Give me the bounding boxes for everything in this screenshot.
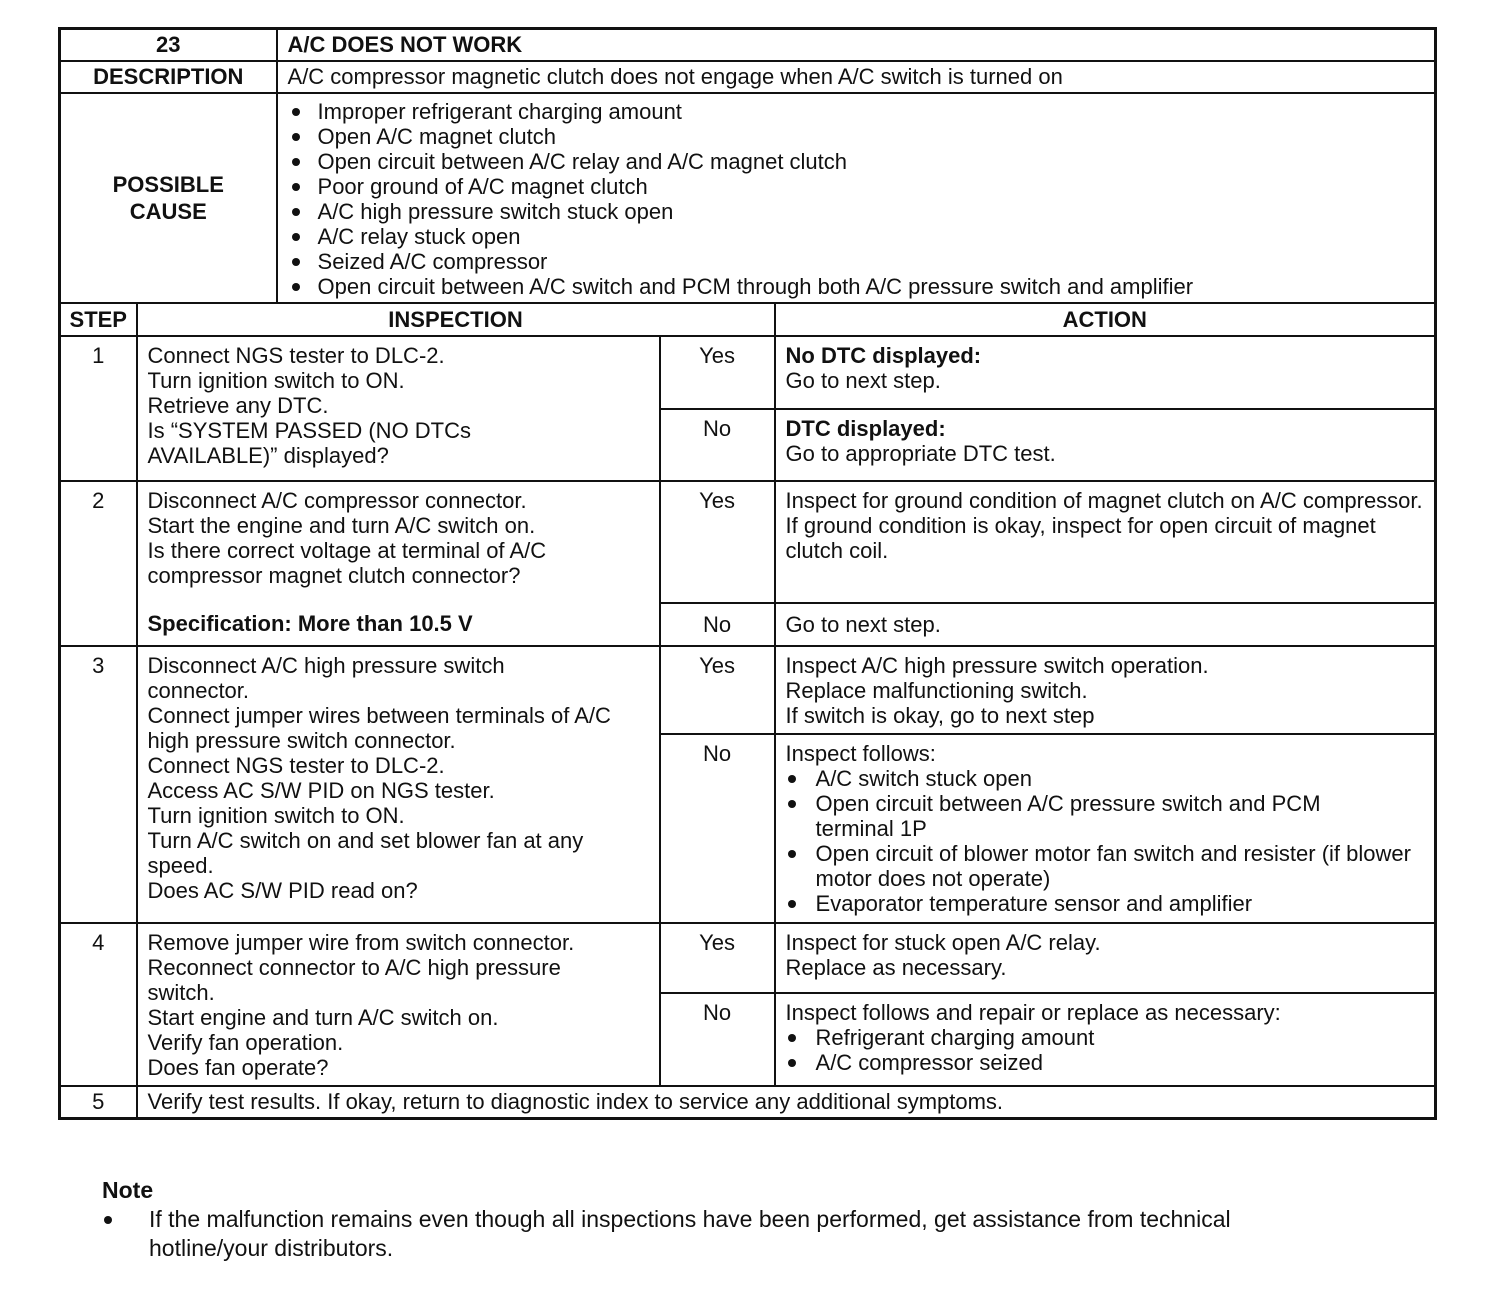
action-column-header: ACTION bbox=[775, 303, 1436, 336]
inspection-line: Connect jumper wires between terminals of A/C high pressure switch connector. bbox=[147, 703, 611, 753]
step-3-inspection bbox=[137, 646, 660, 923]
action-line: Inspect for ground condition of magnet clutch on A/C compressor. bbox=[785, 488, 1423, 513]
inspection-line: Remove jumper wire from switch connector. bbox=[147, 930, 575, 955]
list-item: Open circuit between A/C pressure switch and PCM terminal 1P bbox=[786, 791, 1396, 841]
action-heading: DTC displayed: bbox=[785, 416, 946, 441]
inspection-line: Start the engine and turn A/C switch on. bbox=[147, 513, 536, 538]
step-4-no-action bbox=[775, 993, 1436, 1086]
list-item: Refrigerant charging amount bbox=[786, 1025, 1425, 1050]
step-number: 2 bbox=[60, 481, 137, 646]
yes-label: Yes bbox=[660, 336, 775, 409]
step-2-no-action: Go to next step. bbox=[775, 603, 1436, 646]
inspection-line: Turn ignition switch to ON. bbox=[147, 368, 405, 393]
action-list bbox=[786, 766, 1425, 916]
description-row bbox=[60, 61, 1436, 93]
step-5-text: Verify test results. If okay, return to diagnostic index to service any additional symptoms. bbox=[137, 1086, 1436, 1119]
possible-cause-list-cell bbox=[277, 93, 1436, 303]
inspection-line: Turn ignition switch to ON. bbox=[147, 803, 405, 828]
action-line: If switch is okay, go to next step bbox=[785, 703, 1095, 728]
column-header-row bbox=[60, 303, 1436, 336]
action-heading: No DTC displayed: bbox=[785, 343, 982, 368]
inspection-line: Turn A/C switch on and set blower fan at any speed. bbox=[147, 828, 584, 878]
step-column-header: STEP bbox=[60, 303, 137, 336]
inspection-line: Is there correct voltage at terminal of A/C compressor magnet clutch connector? bbox=[147, 538, 547, 588]
no-label: No bbox=[660, 734, 775, 923]
no-label: No bbox=[660, 993, 775, 1086]
step-2-yes-row bbox=[60, 481, 1436, 603]
list-item: Open A/C magnet clutch bbox=[288, 124, 1425, 149]
list-item: Open circuit of blower motor fan switch and resister (if blower motor does not operate) bbox=[786, 841, 1425, 891]
inspection-line: Start engine and turn A/C switch on. bbox=[147, 1005, 499, 1030]
no-label: No bbox=[660, 603, 775, 646]
yes-label: Yes bbox=[660, 646, 775, 734]
inspection-line: Disconnect A/C high pressure switch connector. bbox=[147, 653, 505, 703]
inspection-line: Reconnect connector to A/C high pressure switch. bbox=[147, 955, 561, 1005]
inspection-line: Disconnect A/C compressor connector. bbox=[147, 488, 527, 513]
list-item: Poor ground of A/C magnet clutch bbox=[288, 174, 1425, 199]
step-2-inspection bbox=[137, 481, 660, 646]
possible-cause-list bbox=[288, 99, 1425, 299]
note-title: Note bbox=[102, 1177, 154, 1203]
action-line: Inspect follows and repair or replace as necessary: bbox=[785, 1000, 1281, 1025]
action-line: Replace as necessary. bbox=[785, 955, 1007, 980]
step-1-no-action bbox=[775, 409, 1436, 481]
inspection-line: Connect NGS tester to DLC-2. bbox=[147, 753, 445, 778]
possible-cause-row bbox=[60, 93, 1436, 303]
step-4-inspection bbox=[137, 923, 660, 1086]
list-item: Improper refrigerant charging amount bbox=[288, 99, 1425, 124]
list-item: Seized A/C compressor bbox=[288, 249, 1425, 274]
list-item: A/C compressor seized bbox=[786, 1050, 1425, 1075]
inspection-line: Access AC S/W PID on NGS tester. bbox=[147, 778, 495, 803]
action-line: Inspect for stuck open A/C relay. bbox=[785, 930, 1101, 955]
list-item: A/C switch stuck open bbox=[786, 766, 1425, 791]
step-4-yes-row bbox=[60, 923, 1436, 993]
inspection-line: Does AC S/W PID read on? bbox=[147, 878, 418, 903]
procedure-title: A/C DOES NOT WORK bbox=[277, 29, 1436, 62]
description-text: A/C compressor magnetic clutch does not engage when A/C switch is turned on bbox=[277, 61, 1436, 93]
list-item: Open circuit between A/C switch and PCM through both A/C pressure switch and amplifier bbox=[288, 274, 1425, 299]
step-number: 4 bbox=[60, 923, 137, 1086]
step-3-yes-row bbox=[60, 646, 1436, 734]
action-list bbox=[786, 1025, 1425, 1075]
list-item: A/C high pressure switch stuck open bbox=[288, 199, 1425, 224]
step-number: 5 bbox=[60, 1086, 137, 1119]
action-line: Inspect A/C high pressure switch operation. bbox=[785, 653, 1209, 678]
inspection-column-header: INSPECTION bbox=[137, 303, 775, 336]
procedure-number: 23 bbox=[60, 29, 277, 62]
specification: Specification: More than 10.5 V bbox=[147, 611, 473, 636]
note-list bbox=[102, 1205, 1392, 1263]
step-3-no-action bbox=[775, 734, 1436, 923]
action-line: Replace malfunctioning switch. bbox=[785, 678, 1088, 703]
step-1-yes-action bbox=[775, 336, 1436, 409]
yes-label: Yes bbox=[660, 481, 775, 603]
note-section bbox=[102, 1176, 1392, 1263]
action-line: If ground condition is okay, inspect for open circuit of magnet clutch coil. bbox=[785, 513, 1376, 563]
yes-label: Yes bbox=[660, 923, 775, 993]
title-row bbox=[60, 29, 1436, 62]
step-4-yes-action bbox=[775, 923, 1436, 993]
step-1-inspection bbox=[137, 336, 660, 481]
inspection-line: Is “SYSTEM PASSED (NO DTCs AVAILABLE)” displayed? bbox=[147, 418, 472, 468]
step-1-yes-row bbox=[60, 336, 1436, 409]
step-5-row bbox=[60, 1086, 1436, 1119]
inspection-line: Verify fan operation. bbox=[147, 1030, 344, 1055]
description-label: DESCRIPTION bbox=[60, 61, 277, 93]
possible-cause-label-line2: CAUSE bbox=[129, 198, 207, 224]
list-item: Open circuit between A/C relay and A/C magnet clutch bbox=[288, 149, 1425, 174]
step-number: 3 bbox=[60, 646, 137, 923]
inspection-line: Does fan operate? bbox=[147, 1055, 329, 1080]
possible-cause-label-line1: POSSIBLE bbox=[112, 171, 224, 197]
step-3-yes-action bbox=[775, 646, 1436, 734]
action-line: Inspect follows: bbox=[785, 741, 936, 766]
action-line: Go to appropriate DTC test. bbox=[785, 441, 1056, 466]
possible-cause-label bbox=[60, 93, 277, 303]
action-line: Go to next step. bbox=[785, 368, 941, 393]
list-item: If the malfunction remains even though all inspections have been performed, get assistance from technical hotline/your distributors. bbox=[102, 1205, 1329, 1263]
step-2-yes-action bbox=[775, 481, 1436, 603]
no-label: No bbox=[660, 409, 775, 481]
inspection-line: Retrieve any DTC. bbox=[147, 393, 329, 418]
list-item: Evaporator temperature sensor and amplifier bbox=[786, 891, 1425, 916]
inspection-line: Connect NGS tester to DLC-2. bbox=[147, 343, 445, 368]
diagnostic-table bbox=[58, 27, 1437, 1120]
list-item: A/C relay stuck open bbox=[288, 224, 1425, 249]
step-number: 1 bbox=[60, 336, 137, 481]
